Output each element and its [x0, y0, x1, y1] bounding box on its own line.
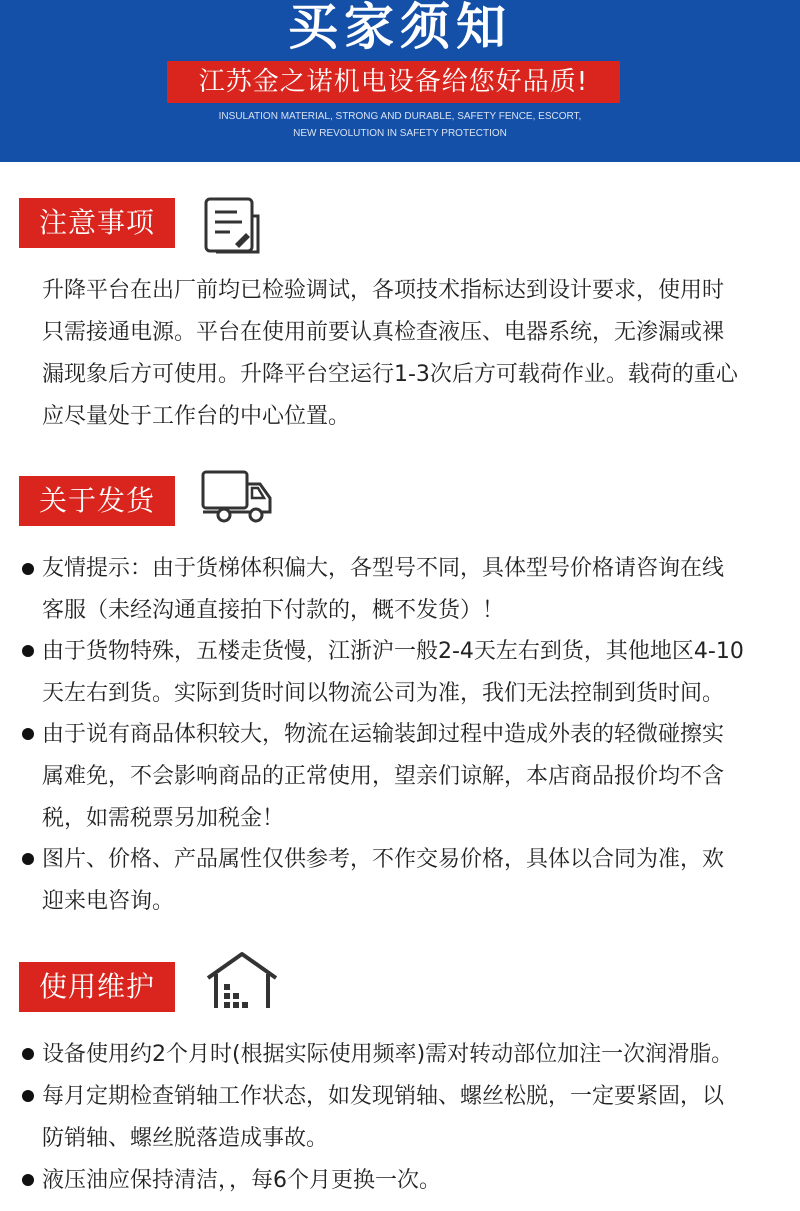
bullet-dot: [22, 563, 34, 575]
shipping-line: 由于说有商品体积较大，物流在运输装卸过程中造成外表的轻微碰擦实: [42, 722, 725, 747]
header-banner: [0, 0, 800, 162]
shipping-line: 天左右到货。实际到货时间以物流公司为准，我们无法控制到货时间。: [42, 681, 725, 706]
bullet-dot: [22, 1090, 34, 1102]
maintenance-line: 液压油应保持清洁，，每6个月更换一次。: [42, 1168, 441, 1193]
subtitle-line-2: NEW REVOLUTION IN SAFETY PROTECTION: [293, 128, 507, 139]
slogan-banner: 江苏金之诺机电设备给您好品质!: [167, 61, 620, 103]
shipping-item: [42, 548, 792, 632]
notice-line: 只需接通电源。平台在使用前要认真检查液压、电器系统，无渗漏或裸: [42, 320, 725, 345]
shipping-line: 客服（未经沟通直接拍下付款的，概不发货）！: [42, 598, 505, 623]
maintenance-line: 设备使用约2个月时(根据实际使用频率)需对转动部位加注一次润滑脂。: [42, 1042, 734, 1067]
page-title: 买家须知: [288, 0, 512, 56]
maintenance-item: [42, 1034, 792, 1076]
maintenance-item: [42, 1076, 792, 1160]
section-label-maintenance: 使用维护: [19, 962, 175, 1012]
notice-line: 漏现象后方可使用。升降平台空运行1-3次后方可载荷作业。载荷的重心: [42, 362, 738, 387]
notice-line: 应尽量处于工作台的中心位置。: [42, 404, 351, 429]
truck-icon: [200, 468, 274, 528]
section-label-notice: 注意事项: [19, 198, 175, 248]
maintenance-line: 每月定期检查销轴工作状态，如发现销轴、螺丝松脱，一定要紧固，以: [42, 1084, 725, 1109]
document-icon: [202, 196, 262, 256]
subtitle-line-1: INSULATION MATERIAL, STRONG AND DURABLE, SAFETY FENCE, ESCORT,: [218, 111, 582, 122]
bullet-dot: [22, 1174, 34, 1186]
shipping-line: 税，如需税票另加税金！: [42, 806, 285, 831]
shipping-line: 迎来电咨询。: [42, 889, 175, 914]
shipping-item: [42, 631, 792, 715]
bullet-dot: [22, 1048, 34, 1060]
notice-line: 升降平台在出厂前均已检验调试，各项技术指标达到设计要求，使用时: [42, 278, 725, 303]
shipping-line: 友情提示：由于货梯体积偏大，各型号不同，具体型号价格请咨询在线: [42, 556, 725, 581]
maintenance-item: [42, 1160, 792, 1202]
notice-paragraph: [42, 270, 792, 438]
bullet-dot: [22, 645, 34, 657]
bullet-dot: [22, 728, 34, 740]
shipping-line: 属难免，不会影响商品的正常使用，望亲们谅解，本店商品报价均不含: [42, 764, 725, 789]
section-label-shipping: 关于发货: [19, 476, 175, 526]
shipping-item: [42, 839, 792, 923]
shipping-line: 图片、价格、产品属性仅供参考，不作交易价格，具体以合同为准，欢: [42, 847, 725, 872]
shipping-line: 由于货物特殊，五楼走货慢，江浙沪一般2-4天左右到货，其他地区4-10: [42, 639, 744, 664]
house-icon: [204, 950, 280, 1012]
bullet-dot: [22, 853, 34, 865]
shipping-item: [42, 714, 792, 840]
maintenance-line: 防销轴、螺丝脱落造成事故。: [42, 1126, 329, 1151]
